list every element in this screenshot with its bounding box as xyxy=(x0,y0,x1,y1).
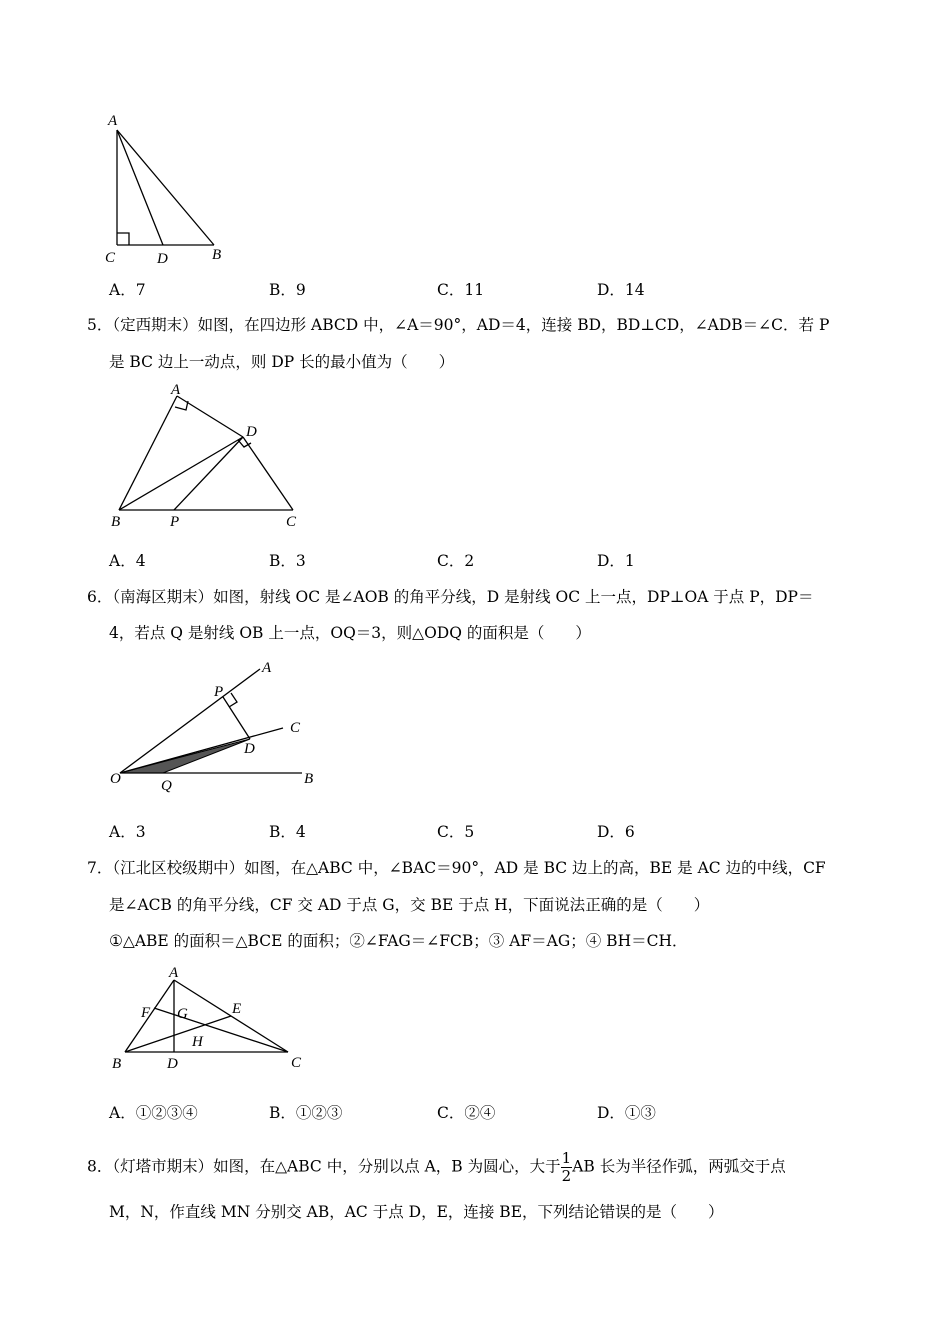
q7-option-b[interactable]: B．①②③ xyxy=(269,1104,343,1122)
q6-label-c: C xyxy=(290,720,301,736)
q5-figure xyxy=(105,380,315,535)
q6-label-d: D xyxy=(244,741,255,757)
q7-option-d[interactable]: D．①③ xyxy=(597,1104,656,1122)
q7-stem-line3: ①△ABE 的面积＝△BCE 的面积；②∠FAG＝∠FCB；③ AF＝AG；④ BH＝CH． xyxy=(109,932,688,950)
q5-label-d: D xyxy=(246,424,257,440)
q7-stem-line2: 是∠ACB 的角平分线，CF 交 AD 于点 G，交 BE 于点 H，下面说法正确的是（ ） xyxy=(109,896,710,914)
q5-label-c: C xyxy=(286,514,297,530)
q6-label-a: A xyxy=(262,660,272,676)
q6-label-p: P xyxy=(214,684,224,700)
q6-stem-line2: 4，若点 Q 是射线 OB 上一点，OQ＝3，则△ODQ 的面积是（ ） xyxy=(109,624,591,642)
q5-option-c[interactable]: C．2 xyxy=(437,552,475,570)
q5-option-d[interactable]: D．1 xyxy=(597,552,635,570)
q7-label-d: D xyxy=(167,1056,178,1072)
q4-label-c: C xyxy=(105,250,116,266)
q6-option-a[interactable]: A．3 xyxy=(109,823,146,841)
q7-option-a[interactable]: A．①②③④ xyxy=(109,1104,198,1122)
q4-option-d[interactable]: D．14 xyxy=(597,281,645,299)
q8-stem-line1 xyxy=(87,1150,786,1185)
q7-stem-line1: 7．（江北区校级期中）如图，在△ABC 中，∠BAC＝90°，AD 是 BC 边上的高，BE 是 AC 边的中线，CF xyxy=(87,859,826,877)
q7-label-c: C xyxy=(291,1055,302,1071)
q7-label-a: A xyxy=(169,965,179,981)
q7-label-f: F xyxy=(141,1005,151,1021)
q4-option-a[interactable]: A．7 xyxy=(109,281,146,299)
q5-stem-line1: 5．（定西期末）如图，在四边形 ABCD 中，∠A＝90°，AD＝4，连接 BD，BD⊥CD，∠ADB＝∠C．若 P xyxy=(87,316,830,334)
q7-option-c[interactable]: C．②④ xyxy=(437,1104,496,1122)
q7-label-h: H xyxy=(192,1034,203,1050)
q8-fraction-denominator: 2 xyxy=(561,1167,572,1185)
q8-fraction-numerator: 1 xyxy=(561,1149,572,1167)
q5-label-b: B xyxy=(111,514,121,530)
q8-stem-line1-after: AB 长为半径作弧，两弧交于点 xyxy=(572,1157,786,1176)
q5-label-p: P xyxy=(170,514,180,530)
q6-option-c[interactable]: C．5 xyxy=(437,823,475,841)
q5-option-b[interactable]: B．3 xyxy=(269,552,306,570)
q4-label-b: B xyxy=(212,247,222,263)
q5-stem-line2: 是 BC 边上一动点，则 DP 长的最小值为（ ） xyxy=(109,353,455,371)
q5-label-a: A xyxy=(171,382,181,398)
q8-fraction xyxy=(561,1150,573,1185)
q6-stem-line1: 6．（南海区期末）如图，射线 OC 是∠AOB 的角平分线，D 是射线 OC 上一点，DP⊥OA 于点 P，DP＝ xyxy=(87,588,814,606)
q7-label-g: G xyxy=(177,1006,188,1022)
q6-option-d[interactable]: D．6 xyxy=(597,823,635,841)
q7-figure xyxy=(105,960,315,1080)
q6-label-b: B xyxy=(304,771,314,787)
q7-label-e: E xyxy=(232,1001,242,1017)
q4-label-a: A xyxy=(108,113,118,129)
q4-option-b[interactable]: B．9 xyxy=(269,281,306,299)
q8-stem-line2: M，N，作直线 MN 分别交 AB，AC 于点 D，E，连接 BE，下列结论错误的是（ ） xyxy=(109,1203,724,1221)
q6-option-b[interactable]: B．4 xyxy=(269,823,306,841)
q6-figure xyxy=(105,652,330,802)
q5-option-a[interactable]: A．4 xyxy=(109,552,146,570)
q4-figure xyxy=(100,108,240,273)
q8-stem-line1-before: 8．（灯塔市期末）如图，在△ABC 中，分别以点 A，B 为圆心，大于 xyxy=(87,1157,561,1176)
q6-label-q: Q xyxy=(161,778,172,794)
q4-option-c[interactable]: C．11 xyxy=(437,281,485,299)
q4-label-d: D xyxy=(157,251,168,267)
q7-label-b: B xyxy=(112,1056,122,1072)
q6-label-o: O xyxy=(110,771,121,787)
